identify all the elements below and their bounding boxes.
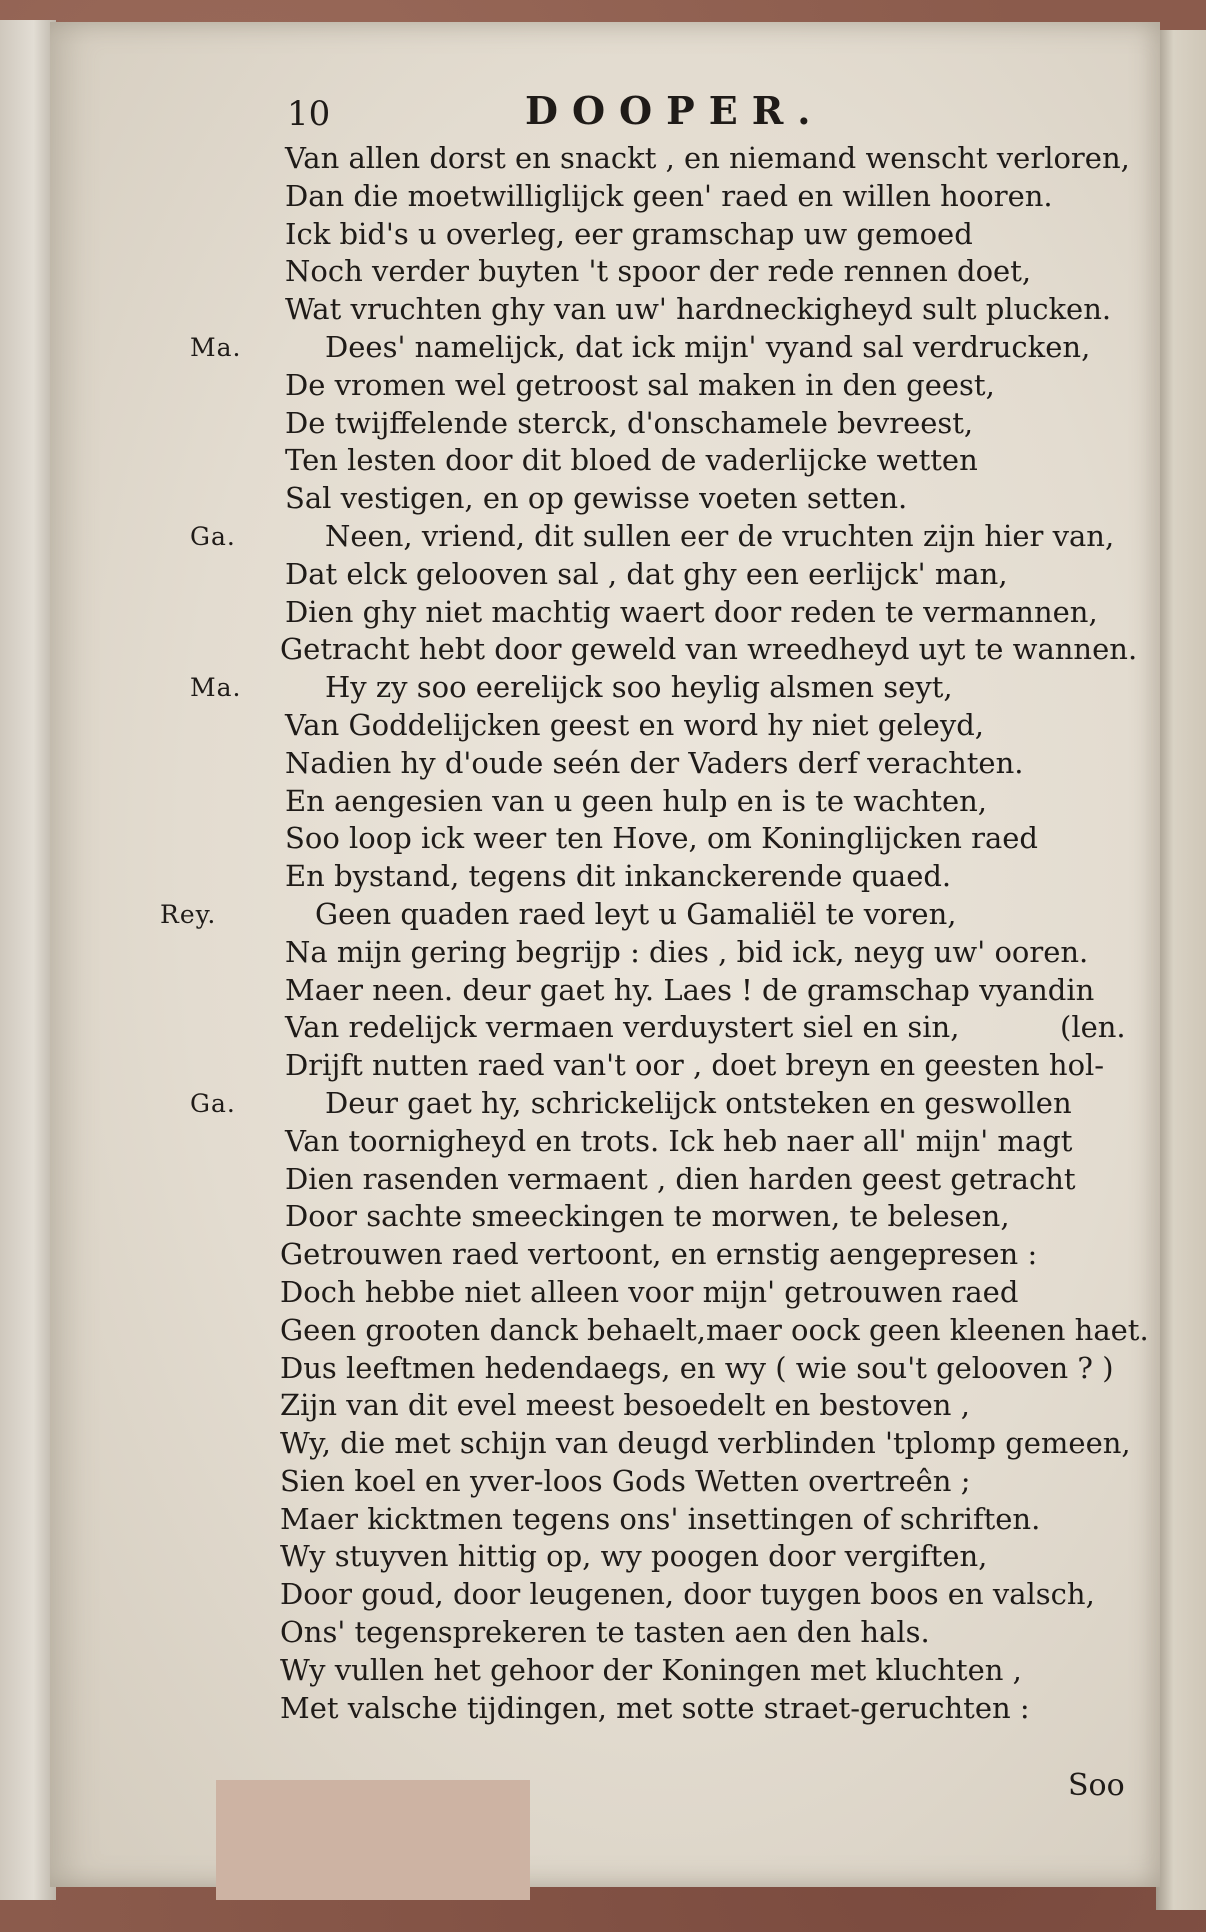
verse-line: [190, 291, 1130, 329]
verse-line: [190, 820, 1130, 858]
verse-text: Sien koel en yver-loos Gods Wetten overtreên ;: [280, 1463, 971, 1498]
verse-text: Ons' tegensprekeren te tasten aen den hals.: [280, 1615, 930, 1650]
verse-text: Maer neen. deur gaet hy. Laes ! de gramschap vyandin: [285, 972, 1095, 1007]
verse-text: Getracht hebt door geweld van wreedheyd uyt te wannen.: [280, 632, 1138, 667]
verse-line: [190, 556, 1130, 594]
verse-line: [190, 1274, 1130, 1312]
verse-text: Dan die moetwilliglijck geen' raed en willen hooren.: [285, 178, 1053, 213]
verse-text: Van toornigheyd en trots. Ick heb naer all' mijn' magt: [285, 1123, 1073, 1158]
verse-text: En aengesien van u geen hulp en is te wachten,: [285, 783, 988, 818]
verse-text: Ten lesten door dit bloed de vaderlijcke wetten: [285, 443, 978, 478]
verse-line: [190, 1463, 1130, 1501]
verse-line: [190, 1425, 1130, 1463]
speaker-label: Ga.: [190, 1088, 236, 1118]
verse-line: [190, 1047, 1130, 1085]
verse-line: [190, 1161, 1130, 1199]
verse-line: [160, 896, 1130, 934]
verse-line: [190, 745, 1130, 783]
verse-text: Maer kicktmen tegens ons' insettingen of schriften.: [280, 1501, 1041, 1536]
verse-line: [190, 1652, 1130, 1690]
verse-text: Dat elck gelooven sal , dat ghy een eerlijck' man,: [285, 556, 1008, 591]
verse-text: Soo loop ick weer ten Hove, om Koninglijcken raed: [285, 821, 1038, 856]
verse-text: Wy stuyven hittig op, wy poogen door vergiften,: [280, 1539, 988, 1574]
verse-line: [190, 972, 1130, 1010]
catchword: Soo: [1068, 1768, 1125, 1803]
book-fore-edge: [1156, 30, 1206, 1910]
verse-text: En bystand, tegens dit inkanckerende quaed.: [285, 859, 952, 894]
verse-line: [190, 1312, 1149, 1350]
verse-line: [190, 1690, 1130, 1728]
verse-text: Dien ghy niet machtig waert door reden te vermannen,: [285, 594, 1098, 629]
verse-line: [190, 594, 1130, 632]
paper-strip: [216, 1780, 530, 1900]
running-head: DOOPER.: [525, 88, 825, 133]
verse-text: Geen grooten danck behaelt,maer oock geen kleenen haet.: [280, 1312, 1149, 1347]
verse-text: Ick bid's u overleg, eer gramschap uw gemoed: [285, 216, 973, 251]
verse-text: Wat vruchten ghy van uw' hardneckigheyd sult plucken.: [285, 292, 1112, 327]
turnover-fragment: (len.: [1060, 1010, 1126, 1045]
verse-text: Na mijn gering begrijp : dies , bid ick, neyg uw' ooren.: [285, 934, 1089, 969]
verse-line: [190, 1387, 1130, 1425]
verse-line: [190, 367, 1130, 405]
verse-line: [190, 1009, 1130, 1047]
verse-line: [190, 1198, 1130, 1236]
verse-line: [190, 631, 1138, 669]
verse-line: [190, 178, 1130, 216]
verse-line: [190, 216, 1130, 254]
verse-line: [190, 329, 1130, 367]
verse-line: [190, 1123, 1130, 1161]
previous-page-edge: [0, 20, 56, 1900]
verse-line: [190, 1350, 1130, 1388]
verse-line: [190, 480, 1130, 518]
verse-block: [160, 140, 1149, 1727]
verse-text: Wy vullen het gehoor der Koningen met kluchten ,: [280, 1652, 1022, 1687]
verse-line: [190, 707, 1130, 745]
verse-line: [190, 1576, 1130, 1614]
verse-text: Noch verder buyten 't spoor der rede rennen doet,: [285, 254, 1032, 289]
verse-text: Deur gaet hy, schrickelijck ontsteken en geswollen: [325, 1085, 1072, 1120]
verse-text: Van allen dorst en snackt , en niemand wenscht verloren,: [285, 141, 1130, 175]
verse-line: [190, 1085, 1130, 1123]
speaker-label: Ma.: [190, 673, 242, 703]
verse-text: De twijffelende sterck, d'onschamele bevreest,: [285, 405, 974, 440]
verse-text: Nadien hy d'oude seén der Vaders derf verachten.: [285, 745, 1024, 780]
verse-text: Hy zy soo eerelijck soo heylig alsmen seyt,: [325, 670, 953, 705]
verse-text: Van redelijck vermaen verduystert siel en sin,: [285, 1010, 960, 1045]
speaker-label: Rey.: [160, 899, 217, 929]
verse-line: [190, 783, 1130, 821]
verse-text: Neen, vriend, dit sullen eer de vruchten zijn hier van,: [325, 518, 1115, 553]
verse-text: Drijft nutten raed van't oor , doet breyn en geesten hol-: [285, 1048, 1105, 1083]
verse-text: Met valsche tijdingen, met sotte straet-geruchten :: [280, 1690, 1030, 1725]
verse-line: [190, 140, 1130, 178]
verse-line: [190, 1236, 1130, 1274]
verse-line: [190, 934, 1130, 972]
verse-text: Door goud, door leugenen, door tuygen boos en valsch,: [280, 1577, 1095, 1612]
verse-line: [190, 442, 1130, 480]
verse-line: [190, 1501, 1130, 1539]
verse-text: Sal vestigen, en op gewisse voeten setten.: [285, 481, 908, 516]
page-number: 10: [287, 94, 331, 134]
verse-line: [190, 858, 1130, 896]
verse-text: Van Goddelijcken geest en word hy niet geleyd,: [285, 707, 985, 742]
verse-text: Getrouwen raed vertoont, en ernstig aengepresen :: [280, 1237, 1038, 1272]
verse-text: Wy, die met schijn van deugd verblinden 'tplomp gemeen,: [280, 1426, 1131, 1461]
verse-text: De vromen wel getroost sal maken in den geest,: [285, 367, 995, 402]
verse-line: [190, 1614, 1130, 1652]
verse-text: Door sachte smeeckingen te morwen, te belesen,: [285, 1199, 1010, 1234]
speaker-label: Ga.: [190, 521, 236, 551]
verse-text: Doch hebbe niet alleen voor mijn' getrouwen raed: [280, 1274, 1019, 1309]
verse-text: Dees' namelijck, dat ick mijn' vyand sal verdrucken,: [325, 329, 1091, 364]
verse-text: Dus leeftmen hedendaegs, en wy ( wie sou't gelooven ? ): [280, 1350, 1114, 1385]
verse-line: [190, 253, 1130, 291]
verse-line: [190, 518, 1130, 556]
verse-line: [190, 1538, 1130, 1576]
verse-text: Geen quaden raed leyt u Gamaliël te voren,: [315, 896, 957, 931]
speaker-label: Ma.: [190, 332, 242, 362]
verse-text: Dien rasenden vermaent , dien harden geest getracht: [285, 1161, 1076, 1196]
verse-text: Zijn van dit evel meest besoedelt en bestoven ,: [280, 1388, 970, 1423]
verse-line: [190, 669, 1130, 707]
verse-line: [190, 405, 1130, 443]
